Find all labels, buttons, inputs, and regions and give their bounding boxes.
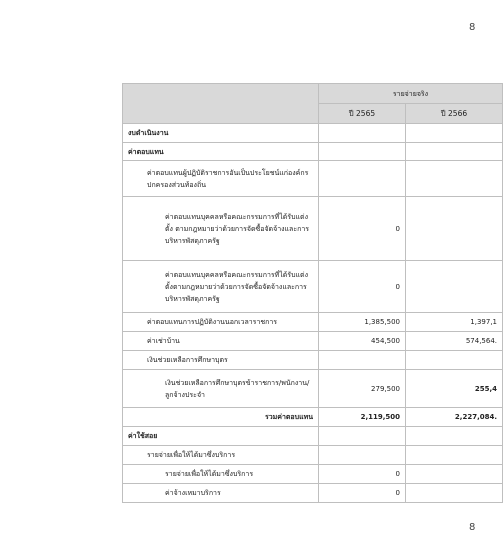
value-2565: 454,500 — [319, 332, 406, 351]
row-label: รายจ่ายเพื่อให้ได้มาซึ่งบริการ — [123, 465, 319, 484]
value-2566 — [406, 124, 503, 143]
row-label: ค่าใช้สอย — [123, 427, 319, 446]
value-2566 — [406, 446, 503, 465]
table-row — [123, 427, 503, 446]
value-2565 — [319, 351, 406, 370]
row-label: ค่าเช่าบ้าน — [123, 332, 319, 351]
value-2565: 1,385,500 — [319, 313, 406, 332]
total-2566: 2,227,084. — [406, 408, 503, 427]
value-2566: 255,4 — [406, 370, 503, 408]
table-row — [123, 351, 503, 370]
row-label: ค่าตอบแทน — [123, 143, 319, 161]
value-2566 — [406, 161, 503, 197]
table-row — [123, 446, 503, 465]
table-row — [123, 484, 503, 503]
table-row — [123, 313, 503, 332]
header-row-group — [123, 84, 503, 104]
page-number-top: 8 — [469, 22, 476, 33]
value-2566 — [406, 197, 503, 261]
row-label: เงินช่วยเหลือการศึกษาบุตร — [123, 351, 319, 370]
row-label: ค่าตอบแทนการปฏิบัติงานนอกเวลาราชการ — [123, 313, 319, 332]
value-2566 — [406, 465, 503, 484]
value-2565: 0 — [319, 484, 406, 503]
value-2566 — [406, 261, 503, 313]
budget-table — [122, 83, 503, 503]
table-row — [123, 161, 503, 197]
page-number-bottom: 8 — [469, 522, 476, 533]
value-2565 — [319, 161, 406, 197]
table-row — [123, 261, 503, 313]
value-2565: 279,500 — [319, 370, 406, 408]
value-2566: 1,397,1 — [406, 313, 503, 332]
total-label: รวมค่าตอบแทน — [123, 408, 319, 427]
table-row — [123, 465, 503, 484]
table-row — [123, 143, 503, 161]
table-row — [123, 124, 503, 143]
table-row — [123, 332, 503, 351]
header-group-label: รายจ่ายจริง — [319, 84, 503, 104]
row-label: ค่าตอบแทนผู้ปฏิบัติราชการอันเป็นประโยชน์แก่องค์กรปกครองส่วนท้องถิ่น — [123, 161, 319, 197]
value-2565 — [319, 427, 406, 446]
value-2566 — [406, 484, 503, 503]
year-header: ปี 2565 — [319, 104, 406, 124]
header-label-cell — [123, 84, 319, 124]
table-row — [123, 197, 503, 261]
row-label: ค่าตอบแทนบุคคลหรือคณะกรรมการที่ได้รับแต่งตั้งตามกฎหมายว่าด้วยการจัดซื้อจัดจ้างและการบริหารพัสดุภาครัฐ — [123, 261, 319, 313]
value-2566: 574,564. — [406, 332, 503, 351]
row-label: งบดำเนินงาน — [123, 124, 319, 143]
row-label: ค่าจ้างเหมาบริการ — [123, 484, 319, 503]
value-2565: 0 — [319, 261, 406, 313]
value-2565 — [319, 446, 406, 465]
row-label: เงินช่วยเหลือการศึกษาบุตรข้าราชการ/พนักงาน/ลูกจ้างประจำ — [123, 370, 319, 408]
table-row — [123, 370, 503, 408]
value-2565 — [319, 124, 406, 143]
value-2566 — [406, 143, 503, 161]
value-2565 — [319, 143, 406, 161]
value-2565: 0 — [319, 465, 406, 484]
value-2566 — [406, 351, 503, 370]
value-2566 — [406, 427, 503, 446]
value-2565: 0 — [319, 197, 406, 261]
row-label: ค่าตอบแทนบุคคลหรือคณะกรรมการที่ได้รับแต่งตั้ง ตามกฎหมายว่าด้วยการจัดซื้อจัดจ้างและการบริหารพัสดุภาครัฐ — [123, 197, 319, 261]
total-row — [123, 408, 503, 427]
row-label: รายจ่ายเพื่อให้ได้มาซึ่งบริการ — [123, 446, 319, 465]
year-header: ปี 2566 — [406, 104, 503, 124]
total-2565: 2,119,500 — [319, 408, 406, 427]
